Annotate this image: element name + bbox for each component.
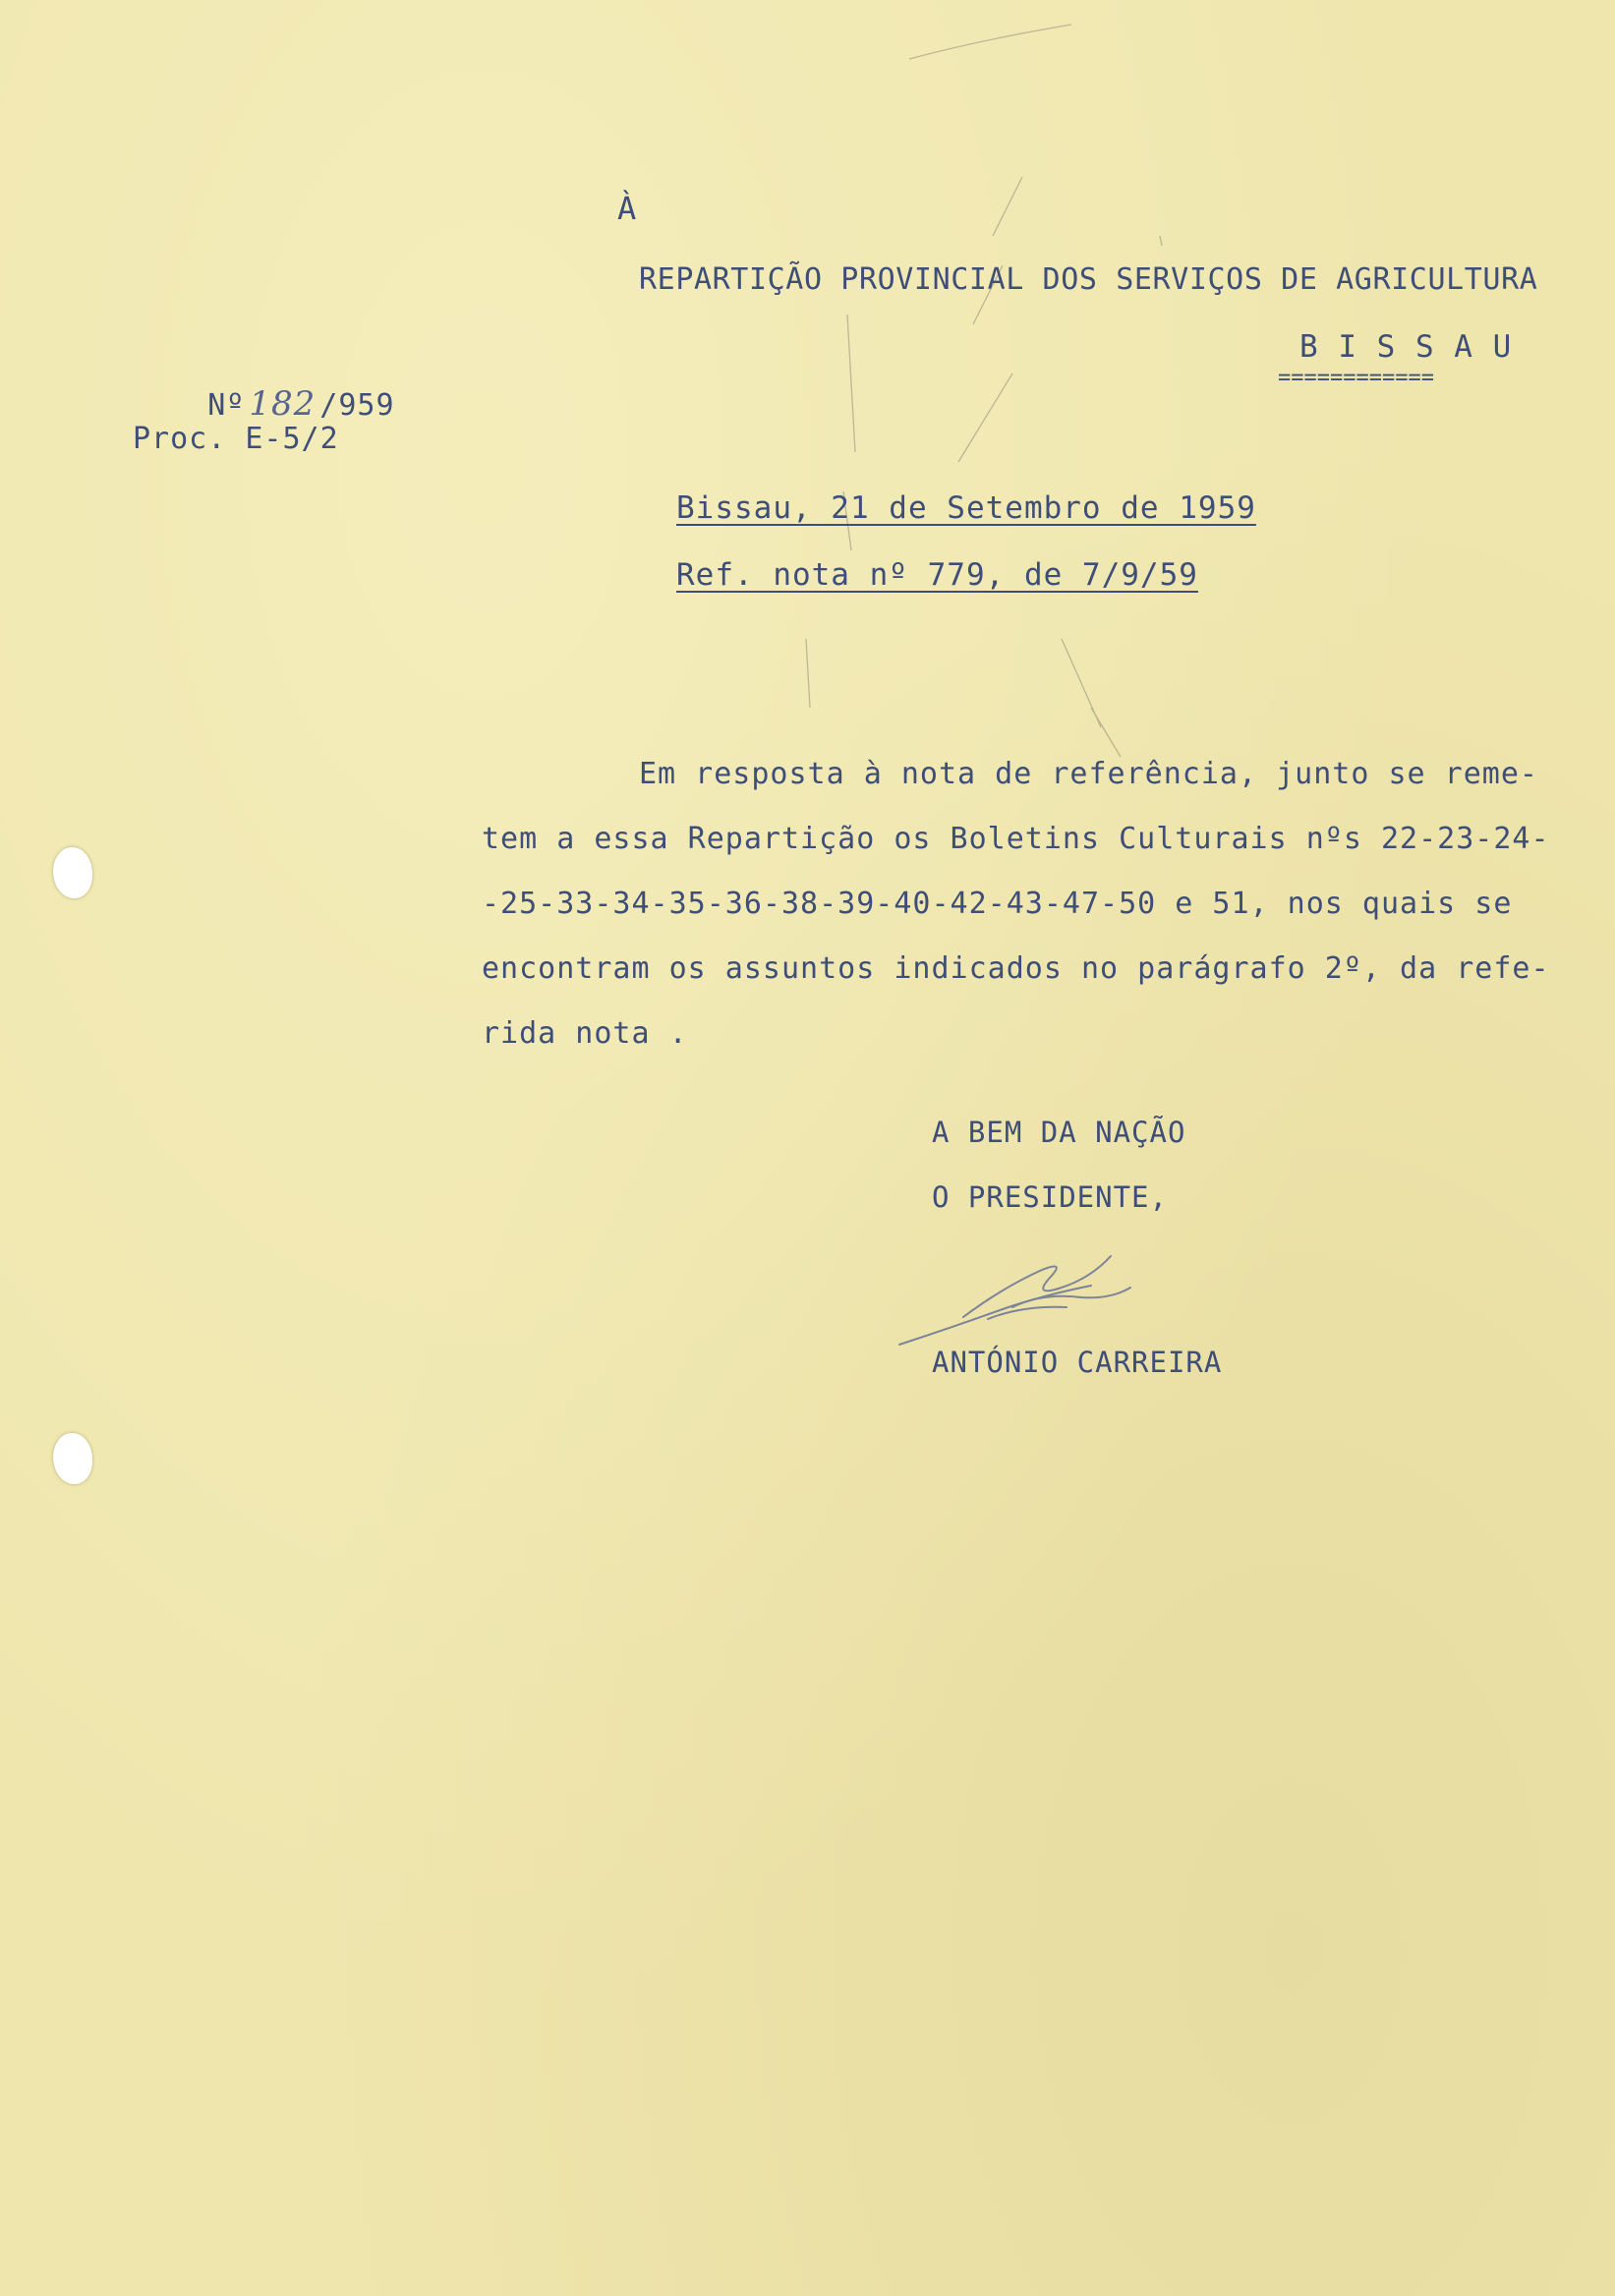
addressee-office: REPARTIÇÃO PROVINCIAL DOS SERVIÇOS DE AGRICULTURA [639, 262, 1538, 297]
body-line-5: rida nota . [482, 1016, 688, 1051]
body-line-3: -25-33-34-35-36-38-39-40-42-43-47-50 e 51, nos quais se [482, 887, 1513, 921]
closing-salutation: A BEM DA NAÇÃO [932, 1116, 1186, 1149]
body-line-2: tem a essa Repartição os Boletins Culturais nºs 22-23-24- [482, 822, 1550, 856]
closing-title: O PRESIDENTE, [932, 1180, 1168, 1214]
body-line-1: Em resposta à nota de referência, junto se reme- [639, 757, 1538, 791]
number-prefix: Nº [207, 388, 246, 423]
addressee-rule: ============ [1278, 366, 1434, 390]
addressee-mark: À [617, 190, 638, 227]
punch-hole-top [53, 847, 92, 898]
number-handwritten: 182 [249, 384, 317, 424]
signatory-name: ANTÓNIO CARREIRA [932, 1346, 1223, 1379]
punch-hole-bottom [53, 1433, 92, 1484]
number-suffix: /959 [319, 388, 395, 423]
date-line: Bissau, 21 de Setembro de 1959 [676, 490, 1256, 526]
addressee-city: B I S S A U [1299, 329, 1513, 365]
process-number: Proc. E-5/2 [133, 422, 339, 456]
body-line-4: encontram os assuntos indicados no parágrafo 2º, da refe- [482, 951, 1550, 986]
reference-line: Ref. nota nº 779, de 7/9/59 [676, 557, 1198, 593]
signature [894, 1248, 1150, 1356]
